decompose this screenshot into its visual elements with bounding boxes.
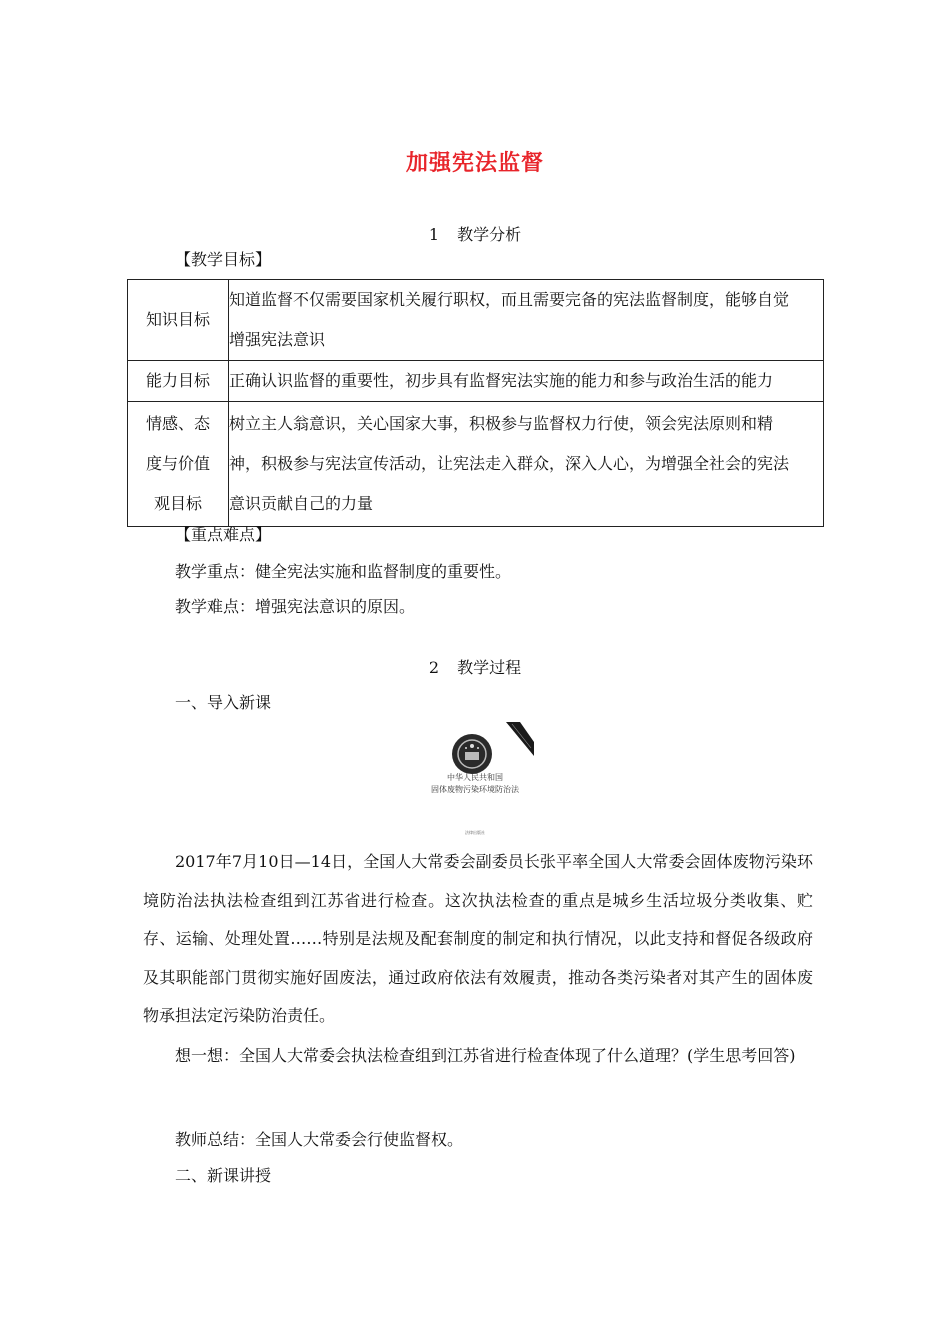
key-difficult-heading: 【重点难点】 [175,525,272,544]
section-heading-process [0,655,950,678]
book-title-line1: 中华人民共和国 [447,773,503,782]
section-number: 2 [428,658,440,677]
national-emblem-icon [450,732,494,776]
goal-label: 情感、态 度与价值 观目标 [128,402,229,527]
document-title: 加强宪法监督 [405,150,544,176]
section-label: 教学过程 [457,658,522,677]
difficult-point: 教学难点：增强宪法意识的原因。 [175,597,416,616]
section-label: 教学分析 [457,225,522,244]
goal-label: 知识目标 [128,280,229,361]
section-number: 1 [428,225,440,244]
intro-paragraph: 2017年7月10日—14日，全国人大常委会副委员长张平率全国人大常委会固体废物污染环境防治法执法检查组到江苏省进行检查。这次执法检查的重点是城乡生活垃圾分类收集、贮存、运输、处理处置……特别是法规及配套制度的制定和执行情况，以此支持和督促各级政府及其职能部门贯彻实施好固废法，通过政府依法有效履责，推动各类污染者对其产生的固体废物承担法定污染防治责任。 [143,852,813,1025]
table-row [128,280,824,361]
goal-content: 知道监督不仅需要国家机关履行职权，而且需要完备的宪法监督制度，能够自觉 增强宪法意识 [229,280,824,361]
goal-content: 树立主人翁意识，关心国家大事，积极参与监督权力行使，领会宪法原则和精 神，积极参与宪法宣传活动，让宪法走入群众，深入人心，为增强全社会的宪法 意识贡献自己的力量 [229,402,824,527]
part1-heading: 一、导入新课 [175,693,272,712]
key-point: 教学重点：健全宪法实施和监督制度的重要性。 [175,562,512,581]
goal-content: 正确认识监督的重要性，初步具有监督宪法实施的能力和参与政治生活的能力 [229,361,824,402]
goals-table [127,279,824,527]
goals-heading: 【教学目标】 [175,250,272,269]
publisher-label: 法律出版社 [465,830,485,835]
section-heading-analysis [0,222,950,245]
book-title-line2: 固体废物污染环境防治法 [431,785,519,794]
corner-ribbon-icon [500,722,534,758]
table-row [128,402,824,527]
think-question: 想一想：全国人大常委会执法检查组到江苏省进行检查体现了什么道理？(学生思考回答) [175,1046,796,1065]
table-row [128,361,824,402]
goal-label: 能力目标 [128,361,229,402]
book-cover-image [0,722,950,842]
teacher-summary: 教师总结：全国人大常委会行使监督权。 [175,1130,464,1149]
part2-heading: 二、新课讲授 [175,1166,272,1185]
